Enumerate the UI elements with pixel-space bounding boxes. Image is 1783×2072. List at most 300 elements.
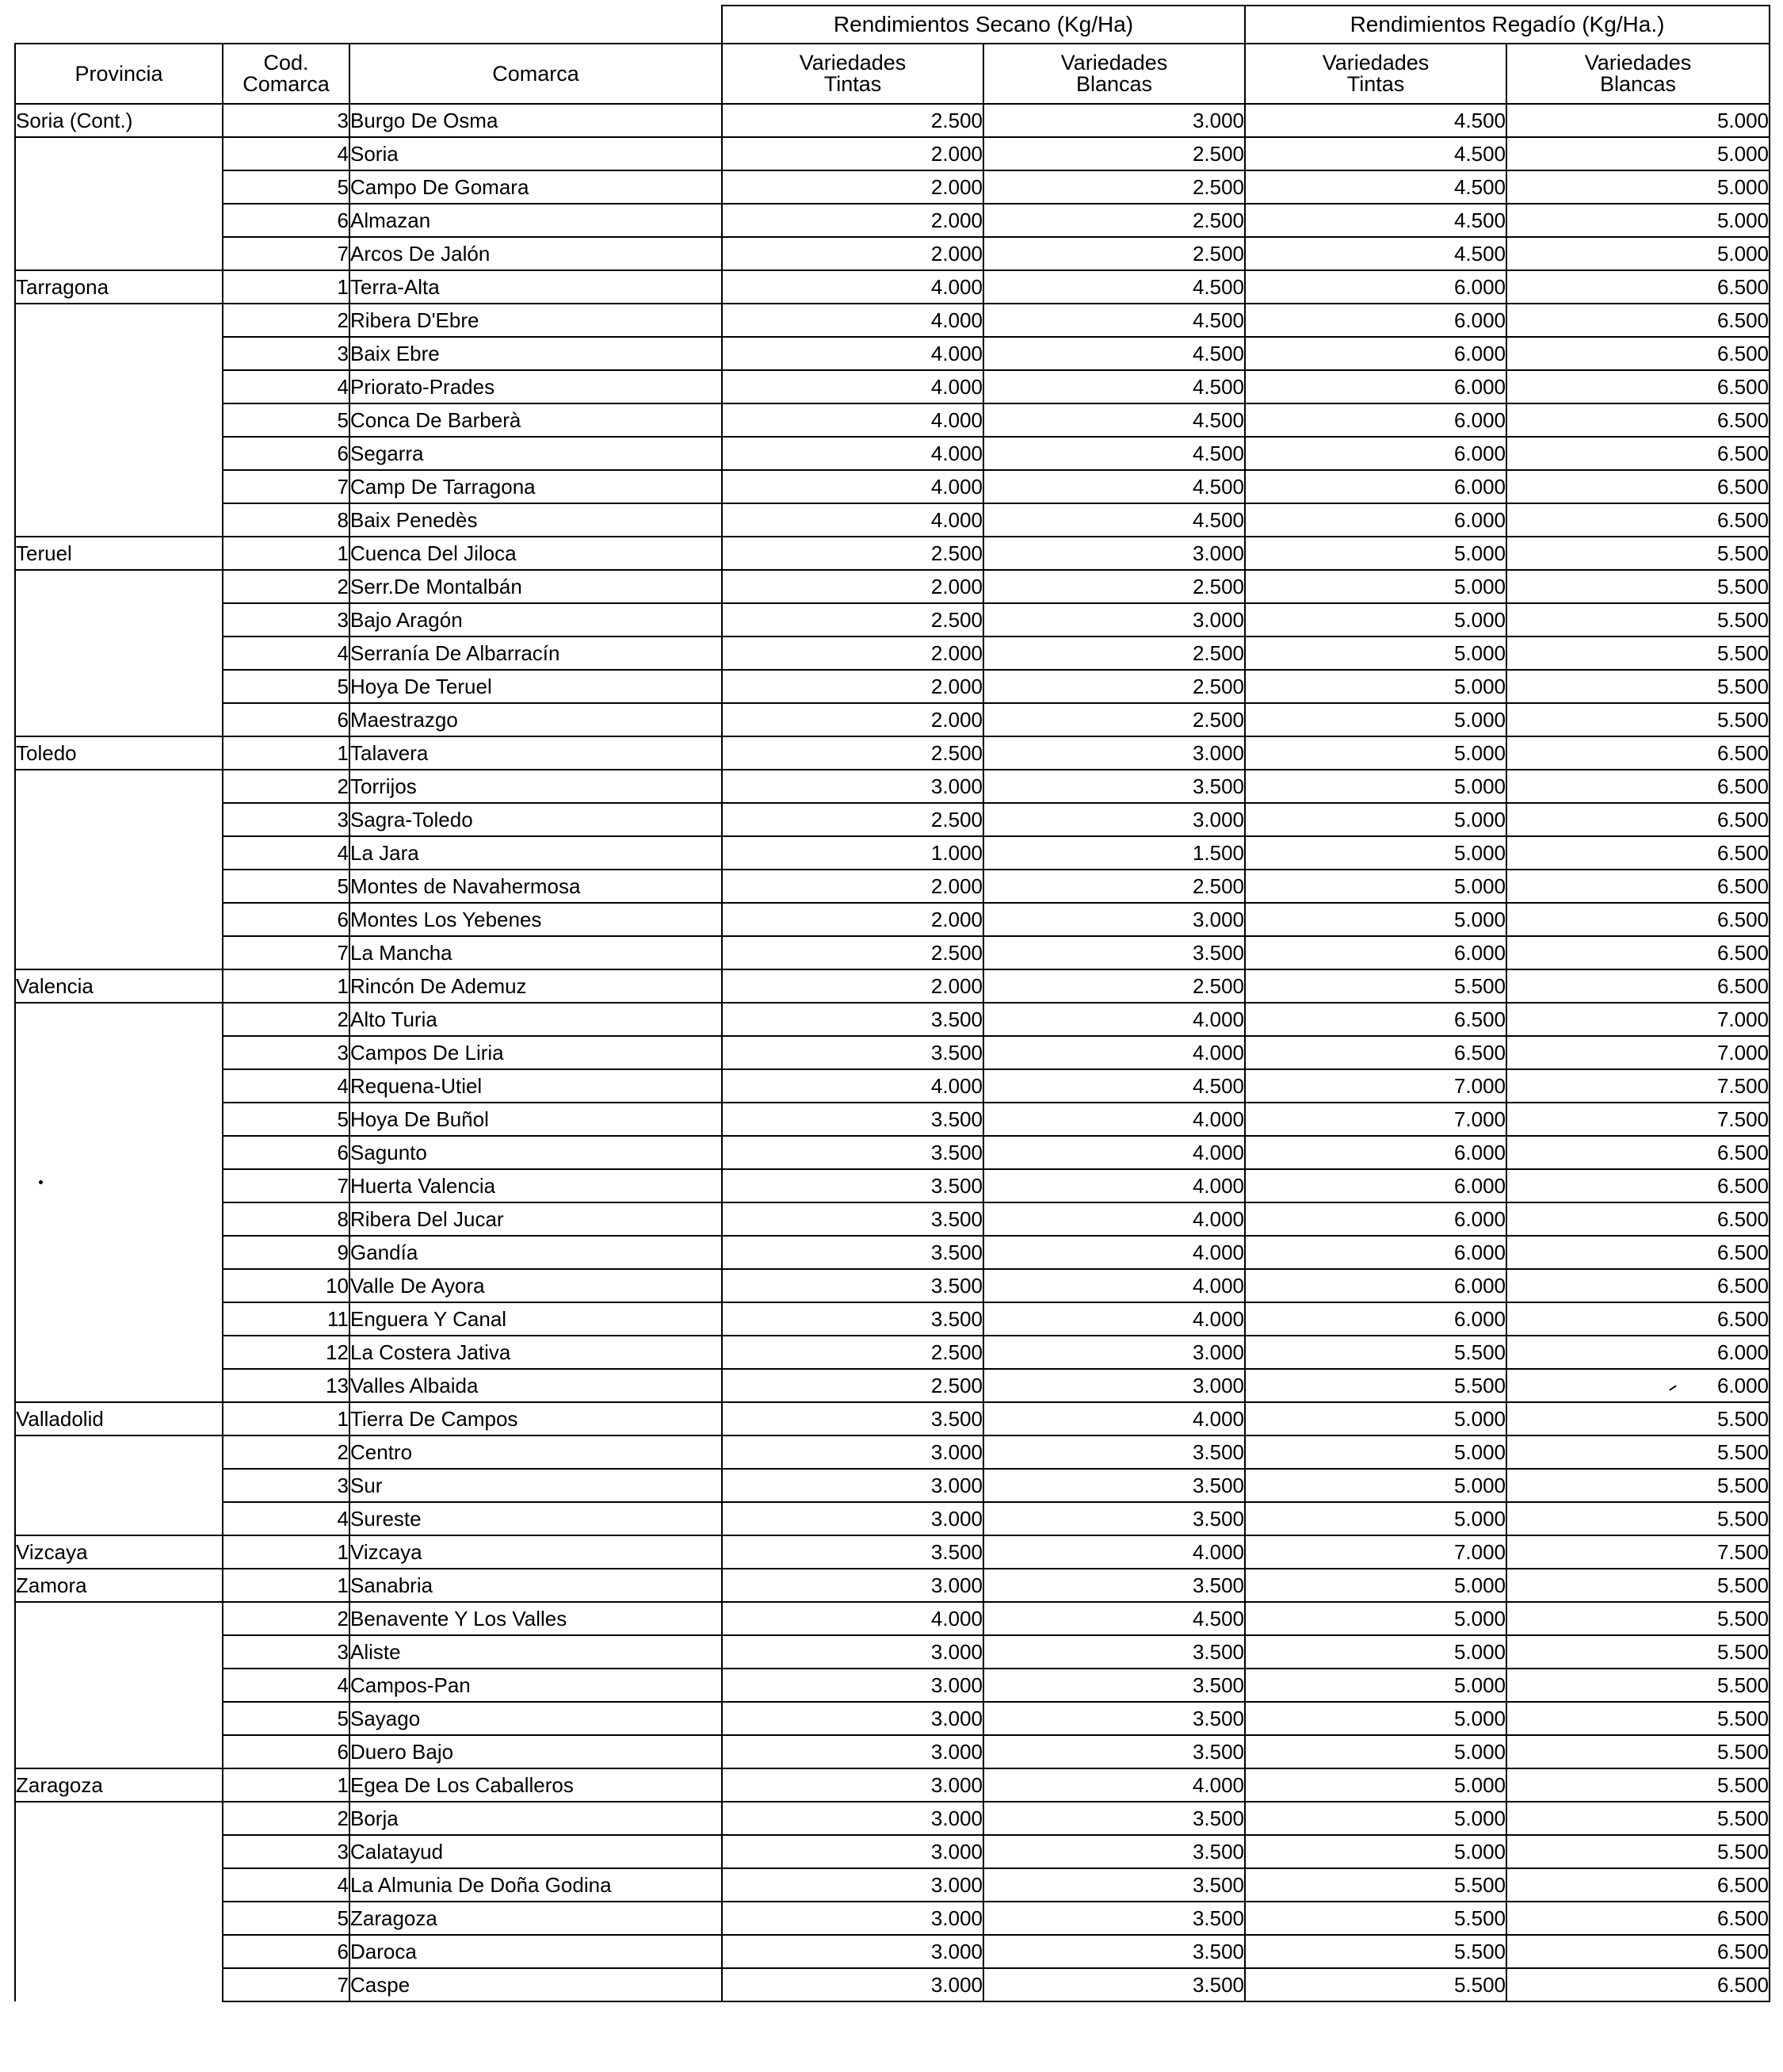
cell-regadio-blancas: 6.500 (1506, 1236, 1770, 1269)
cell-secano-blancas: 3.500 (983, 936, 1245, 969)
table-row (15, 1669, 1770, 1702)
cell-secano-blancas: 4.500 (983, 470, 1245, 503)
table-body (15, 104, 1770, 2001)
cell-comarca: Hoya De Buñol (349, 1103, 722, 1136)
cell-cod-comarca: 4 (223, 1502, 349, 1535)
cell-provincia (15, 204, 223, 237)
cell-secano-tintas: 2.000 (722, 969, 983, 1003)
cell-secano-blancas: 4.500 (983, 370, 1245, 403)
cell-cod-comarca: 6 (223, 204, 349, 237)
cell-regadio-tintas: 5.000 (1245, 1402, 1506, 1435)
stray-ink-dot (39, 1180, 43, 1184)
cell-regadio-blancas: 6.500 (1506, 770, 1770, 803)
cell-regadio-tintas: 5.000 (1245, 770, 1506, 803)
cell-provincia (15, 1735, 223, 1768)
table-row (15, 437, 1770, 470)
cell-regadio-blancas: 6.500 (1506, 403, 1770, 437)
cell-comarca: Camp De Tarragona (349, 470, 722, 503)
table-row (15, 1902, 1770, 1935)
cell-secano-tintas: 3.500 (722, 1169, 983, 1202)
cell-cod-comarca: 5 (223, 403, 349, 437)
cell-secano-blancas: 3.000 (983, 537, 1245, 570)
table-row (15, 1469, 1770, 1502)
cell-provincia (15, 503, 223, 537)
cell-comarca: La Jara (349, 836, 722, 870)
cell-comarca: Segarra (349, 437, 722, 470)
blank-corner-provincia (15, 6, 223, 44)
cell-regadio-tintas: 6.000 (1245, 1202, 1506, 1236)
cell-cod-comarca: 2 (223, 770, 349, 803)
cell-regadio-blancas: 6.500 (1506, 936, 1770, 969)
cell-secano-tintas: 3.500 (722, 1236, 983, 1269)
table-row (15, 1169, 1770, 1202)
header-secano-blancas-line2: Blancas (1075, 72, 1153, 96)
cell-regadio-blancas: 6.500 (1506, 969, 1770, 1003)
cell-regadio-tintas: 5.000 (1245, 1768, 1506, 1802)
cell-regadio-blancas: 5.500 (1506, 1768, 1770, 1802)
cell-secano-tintas: 3.000 (722, 1868, 983, 1902)
cell-provincia (15, 903, 223, 936)
cell-cod-comarca: 2 (223, 304, 349, 337)
cell-regadio-tintas: 5.000 (1245, 703, 1506, 736)
blank-corner-comarca (349, 6, 722, 44)
cell-regadio-blancas: 5.500 (1506, 1435, 1770, 1469)
table-row (15, 204, 1770, 237)
cell-provincia (15, 437, 223, 470)
cell-provincia (15, 1935, 223, 1968)
table-row (15, 770, 1770, 803)
cell-regadio-blancas: 5.500 (1506, 1502, 1770, 1535)
cell-regadio-blancas: 6.500 (1506, 736, 1770, 770)
cell-regadio-blancas: 5.500 (1506, 703, 1770, 736)
cell-comarca: Baix Ebre (349, 337, 722, 370)
cell-secano-blancas: 2.500 (983, 670, 1245, 703)
cell-cod-comarca: 7 (223, 470, 349, 503)
table-row (15, 1069, 1770, 1103)
cell-secano-tintas: 2.500 (722, 603, 983, 637)
cell-secano-tintas: 3.500 (722, 1302, 983, 1336)
header-secano-tintas-line1: Variedades (799, 51, 907, 75)
cell-secano-tintas: 3.000 (722, 1968, 983, 2001)
cell-secano-tintas: 2.000 (722, 870, 983, 903)
cell-regadio-tintas: 5.000 (1245, 670, 1506, 703)
table-row (15, 104, 1770, 137)
cell-provincia (15, 803, 223, 836)
cell-secano-tintas: 4.000 (722, 470, 983, 503)
cell-regadio-tintas: 5.000 (1245, 1602, 1506, 1635)
cell-cod-comarca: 4 (223, 1069, 349, 1103)
cell-comarca: La Almunia De Doña Godina (349, 1868, 722, 1902)
table-row (15, 1702, 1770, 1735)
cell-regadio-tintas: 5.000 (1245, 570, 1506, 603)
cell-comarca: Zaragoza (349, 1902, 722, 1935)
cell-provincia (15, 770, 223, 803)
cell-regadio-tintas: 6.000 (1245, 270, 1506, 304)
cell-regadio-blancas: 5.500 (1506, 1702, 1770, 1735)
cell-cod-comarca: 7 (223, 237, 349, 270)
cell-regadio-tintas: 5.000 (1245, 537, 1506, 570)
cell-secano-tintas: 4.000 (722, 337, 983, 370)
cell-secano-blancas: 2.500 (983, 703, 1245, 736)
cell-secano-blancas: 2.500 (983, 969, 1245, 1003)
cell-secano-blancas: 3.000 (983, 803, 1245, 836)
cell-provincia (15, 936, 223, 969)
cell-secano-blancas: 4.500 (983, 270, 1245, 304)
cell-regadio-blancas: 5.500 (1506, 1402, 1770, 1435)
table-header (15, 6, 1770, 104)
table-row (15, 370, 1770, 403)
cell-secano-tintas: 2.500 (722, 803, 983, 836)
cell-comarca: Hoya De Teruel (349, 670, 722, 703)
cell-secano-tintas: 2.500 (722, 537, 983, 570)
cell-comarca: Valles Albaida (349, 1369, 722, 1402)
cell-cod-comarca: 6 (223, 1136, 349, 1169)
cell-provincia (15, 570, 223, 603)
cell-regadio-tintas: 5.000 (1245, 903, 1506, 936)
cell-cod-comarca: 6 (223, 1935, 349, 1968)
cell-regadio-blancas: 6.500 (1506, 1136, 1770, 1169)
cell-provincia (15, 1602, 223, 1635)
cell-regadio-tintas: 5.000 (1245, 637, 1506, 670)
cell-regadio-blancas: 6.000 (1506, 1336, 1770, 1369)
cell-regadio-tintas: 5.500 (1245, 1935, 1506, 1968)
cell-provincia (15, 703, 223, 736)
cell-regadio-blancas: 5.500 (1506, 1735, 1770, 1768)
cell-cod-comarca: 3 (223, 803, 349, 836)
cell-secano-tintas: 4.000 (722, 270, 983, 304)
cell-regadio-blancas: 6.500 (1506, 1302, 1770, 1336)
cell-secano-tintas: 2.000 (722, 237, 983, 270)
cell-cod-comarca: 1 (223, 270, 349, 304)
cell-comarca: Requena-Utiel (349, 1069, 722, 1103)
cell-secano-blancas: 1.500 (983, 836, 1245, 870)
cell-secano-blancas: 3.000 (983, 1369, 1245, 1402)
cell-comarca: Huerta Valencia (349, 1169, 722, 1202)
cell-comarca: Alto Turia (349, 1003, 722, 1036)
cell-secano-tintas: 3.500 (722, 1103, 983, 1136)
cell-regadio-blancas: 5.500 (1506, 570, 1770, 603)
cell-comarca: Gandía (349, 1236, 722, 1269)
cell-secano-tintas: 2.000 (722, 903, 983, 936)
cell-secano-tintas: 4.000 (722, 1069, 983, 1103)
cell-provincia (15, 1868, 223, 1902)
cell-cod-comarca: 5 (223, 170, 349, 204)
cell-comarca: Tierra De Campos (349, 1402, 722, 1435)
cell-regadio-tintas: 6.000 (1245, 304, 1506, 337)
cell-cod-comarca: 1 (223, 969, 349, 1003)
cell-cod-comarca: 5 (223, 670, 349, 703)
cell-comarca: Soria (349, 137, 722, 170)
table-row (15, 1136, 1770, 1169)
cell-provincia (15, 1003, 223, 1036)
cell-comarca: La Costera Jativa (349, 1336, 722, 1369)
table-row (15, 137, 1770, 170)
cell-comarca: Bajo Aragón (349, 603, 722, 637)
cell-regadio-blancas: 6.500 (1506, 437, 1770, 470)
cell-secano-tintas: 3.000 (722, 1669, 983, 1702)
cell-provincia (15, 1036, 223, 1069)
cell-regadio-blancas: 5.000 (1506, 237, 1770, 270)
cell-regadio-blancas: 5.000 (1506, 170, 1770, 204)
cell-provincia (15, 1902, 223, 1935)
table-row (15, 1003, 1770, 1036)
cell-regadio-blancas: 6.500 (1506, 1968, 1770, 2001)
cell-secano-blancas: 3.500 (983, 1702, 1245, 1735)
cell-provincia: Valencia (15, 969, 223, 1003)
table-row (15, 304, 1770, 337)
cell-secano-blancas: 3.000 (983, 1336, 1245, 1369)
cell-secano-blancas: 4.500 (983, 503, 1245, 537)
cell-regadio-blancas: 5.000 (1506, 137, 1770, 170)
cell-regadio-blancas: 6.500 (1506, 903, 1770, 936)
cell-cod-comarca: 2 (223, 1003, 349, 1036)
cell-comarca: Daroca (349, 1935, 722, 1968)
cell-comarca: Vizcaya (349, 1535, 722, 1569)
table-row (15, 1735, 1770, 1768)
cell-secano-blancas: 4.000 (983, 1768, 1245, 1802)
cell-regadio-blancas: 5.500 (1506, 1802, 1770, 1835)
cell-cod-comarca: 3 (223, 603, 349, 637)
cell-secano-tintas: 2.500 (722, 1369, 983, 1402)
cell-regadio-blancas: 5.000 (1506, 204, 1770, 237)
cell-secano-blancas: 4.500 (983, 403, 1245, 437)
header-secano-tintas (722, 44, 983, 104)
cell-cod-comarca: 4 (223, 1868, 349, 1902)
cell-secano-tintas: 3.000 (722, 1902, 983, 1935)
cell-regadio-tintas: 5.500 (1245, 1336, 1506, 1369)
cell-secano-tintas: 4.000 (722, 437, 983, 470)
cell-secano-blancas: 3.000 (983, 104, 1245, 137)
cell-secano-tintas: 3.000 (722, 1735, 983, 1768)
cell-cod-comarca: 7 (223, 1968, 349, 2001)
header-secano-tintas-line2: Tintas (823, 72, 882, 96)
cell-secano-blancas: 3.500 (983, 1835, 1245, 1868)
table-row (15, 1802, 1770, 1835)
table-row (15, 1269, 1770, 1302)
cell-cod-comarca: 3 (223, 1469, 349, 1502)
header-regadio-tintas-line2: Tintas (1346, 72, 1405, 96)
cell-comarca: Enguera Y Canal (349, 1302, 722, 1336)
cell-secano-tintas: 2.500 (722, 736, 983, 770)
table-row (15, 703, 1770, 736)
cell-secano-tintas: 3.500 (722, 1402, 983, 1435)
table-row (15, 670, 1770, 703)
cell-regadio-blancas: 6.500 (1506, 503, 1770, 537)
cell-cod-comarca: 5 (223, 1103, 349, 1136)
cell-regadio-tintas: 5.500 (1245, 1968, 1506, 2001)
cell-regadio-blancas: 7.500 (1506, 1103, 1770, 1136)
cell-regadio-blancas: 6.500 (1506, 1202, 1770, 1236)
cell-secano-tintas: 3.000 (722, 1702, 983, 1735)
cell-secano-tintas: 3.000 (722, 1569, 983, 1602)
cell-comarca: Cuenca Del Jiloca (349, 537, 722, 570)
cell-provincia (15, 304, 223, 337)
cell-cod-comarca: 3 (223, 104, 349, 137)
cell-secano-blancas: 3.500 (983, 1968, 1245, 2001)
table-row (15, 237, 1770, 270)
cell-regadio-blancas: 5.500 (1506, 537, 1770, 570)
cell-secano-tintas: 3.500 (722, 1269, 983, 1302)
cell-secano-blancas: 3.500 (983, 1635, 1245, 1669)
cell-secano-tintas: 3.500 (722, 1535, 983, 1569)
cell-comarca: Serranía De Albarracín (349, 637, 722, 670)
cell-provincia: Toledo (15, 736, 223, 770)
cell-provincia (15, 1236, 223, 1269)
cell-comarca: Centro (349, 1435, 722, 1469)
cell-regadio-tintas: 5.000 (1245, 1735, 1506, 1768)
cell-regadio-blancas: 7.500 (1506, 1069, 1770, 1103)
cell-regadio-tintas: 5.000 (1245, 1669, 1506, 1702)
table-row (15, 1036, 1770, 1069)
yields-table (14, 5, 1770, 2002)
cell-cod-comarca: 1 (223, 537, 349, 570)
table-row (15, 1402, 1770, 1435)
cell-secano-blancas: 3.500 (983, 1902, 1245, 1935)
cell-comarca: Burgo De Osma (349, 104, 722, 137)
cell-provincia: Teruel (15, 537, 223, 570)
cell-cod-comarca: 3 (223, 1036, 349, 1069)
cell-secano-blancas: 3.500 (983, 1802, 1245, 1835)
group-header-regadio: Rendimientos Regadío (Kg/Ha.) (1245, 6, 1770, 44)
cell-cod-comarca: 1 (223, 1569, 349, 1602)
cell-comarca: Montes de Navahermosa (349, 870, 722, 903)
header-regadio-blancas (1506, 44, 1770, 104)
cell-secano-tintas: 2.500 (722, 1336, 983, 1369)
cell-cod-comarca: 4 (223, 637, 349, 670)
header-cod-line2: Comarca (242, 72, 330, 96)
cell-regadio-blancas: 6.500 (1506, 270, 1770, 304)
table-row (15, 736, 1770, 770)
cell-secano-tintas: 4.000 (722, 503, 983, 537)
cell-comarca: Sagra-Toledo (349, 803, 722, 836)
cell-regadio-blancas: 6.500 (1506, 1935, 1770, 1968)
cell-secano-blancas: 4.000 (983, 1202, 1245, 1236)
cell-regadio-blancas: 5.500 (1506, 1635, 1770, 1669)
cell-provincia (15, 370, 223, 403)
cell-cod-comarca: 13 (223, 1369, 349, 1402)
cell-regadio-blancas: 5.500 (1506, 1602, 1770, 1635)
cell-regadio-blancas: 6.500 (1506, 304, 1770, 337)
cell-regadio-tintas: 6.000 (1245, 1169, 1506, 1202)
cell-provincia: Zaragoza (15, 1768, 223, 1802)
table-row (15, 570, 1770, 603)
table-row (15, 537, 1770, 570)
cell-provincia (15, 1202, 223, 1236)
table-row (15, 1336, 1770, 1369)
cell-regadio-tintas: 5.000 (1245, 870, 1506, 903)
cell-regadio-blancas: 6.500 (1506, 803, 1770, 836)
table-row (15, 1935, 1770, 1968)
column-header-row (15, 44, 1770, 104)
cell-regadio-tintas: 5.000 (1245, 1635, 1506, 1669)
cell-regadio-tintas: 5.000 (1245, 1802, 1506, 1835)
cell-secano-blancas: 3.500 (983, 770, 1245, 803)
cell-secano-tintas: 2.000 (722, 137, 983, 170)
cell-provincia (15, 836, 223, 870)
cell-comarca: Talavera (349, 736, 722, 770)
cell-regadio-blancas: 6.500 (1506, 1169, 1770, 1202)
cell-regadio-blancas: 5.500 (1506, 670, 1770, 703)
cell-cod-comarca: 2 (223, 1802, 349, 1835)
cell-secano-tintas: 3.000 (722, 1768, 983, 1802)
cell-secano-blancas: 4.500 (983, 337, 1245, 370)
header-cod-line1: Cod. (263, 51, 309, 75)
cell-cod-comarca: 8 (223, 1202, 349, 1236)
cell-provincia (15, 1968, 223, 2001)
cell-comarca: Aliste (349, 1635, 722, 1669)
cell-secano-blancas: 4.000 (983, 1003, 1245, 1036)
cell-provincia (15, 403, 223, 437)
header-secano-blancas-line1: Variedades (1060, 51, 1168, 75)
cell-comarca: Sagunto (349, 1136, 722, 1169)
cell-regadio-tintas: 6.500 (1245, 1036, 1506, 1069)
table-row (15, 470, 1770, 503)
cell-provincia: Soria (Cont.) (15, 104, 223, 137)
cell-cod-comarca: 5 (223, 1902, 349, 1935)
cell-secano-tintas: 3.000 (722, 1635, 983, 1669)
cell-regadio-tintas: 7.000 (1245, 1535, 1506, 1569)
cell-regadio-blancas: 5.500 (1506, 1569, 1770, 1602)
cell-cod-comarca: 4 (223, 137, 349, 170)
table-row (15, 503, 1770, 537)
header-comarca: Comarca (349, 44, 722, 104)
cell-cod-comarca: 3 (223, 1835, 349, 1868)
cell-secano-blancas: 4.000 (983, 1136, 1245, 1169)
cell-secano-tintas: 2.500 (722, 104, 983, 137)
cell-secano-tintas: 3.000 (722, 1502, 983, 1535)
cell-comarca: Sayago (349, 1702, 722, 1735)
cell-comarca: Montes Los Yebenes (349, 903, 722, 936)
group-header-row (15, 6, 1770, 44)
cell-regadio-blancas: 7.000 (1506, 1003, 1770, 1036)
cell-regadio-tintas: 5.500 (1245, 1902, 1506, 1935)
cell-cod-comarca: 1 (223, 1535, 349, 1569)
cell-provincia (15, 1169, 223, 1202)
cell-regadio-tintas: 5.000 (1245, 1502, 1506, 1535)
cell-comarca: Benavente Y Los Valles (349, 1602, 722, 1635)
table-row (15, 903, 1770, 936)
cell-regadio-blancas: 7.000 (1506, 1036, 1770, 1069)
cell-provincia (15, 137, 223, 170)
cell-comarca: Maestrazgo (349, 703, 722, 736)
cell-cod-comarca: 6 (223, 1735, 349, 1768)
group-header-secano: Rendimientos Secano (Kg/Ha) (722, 6, 1245, 44)
table-row (15, 403, 1770, 437)
cell-secano-tintas: 3.500 (722, 1036, 983, 1069)
cell-secano-blancas: 4.000 (983, 1236, 1245, 1269)
cell-regadio-blancas: 7.500 (1506, 1535, 1770, 1569)
cell-regadio-blancas: 6.500 (1506, 836, 1770, 870)
cell-secano-tintas: 2.000 (722, 570, 983, 603)
table-row (15, 803, 1770, 836)
cell-secano-blancas: 4.000 (983, 1269, 1245, 1302)
cell-secano-blancas: 2.500 (983, 204, 1245, 237)
table-row (15, 1202, 1770, 1236)
cell-secano-tintas: 4.000 (722, 370, 983, 403)
cell-secano-blancas: 3.000 (983, 903, 1245, 936)
cell-comarca: Rincón De Ademuz (349, 969, 722, 1003)
cell-secano-tintas: 3.000 (722, 1835, 983, 1868)
cell-regadio-tintas: 4.500 (1245, 104, 1506, 137)
cell-cod-comarca: 5 (223, 870, 349, 903)
table-row (15, 1635, 1770, 1669)
cell-regadio-tintas: 6.000 (1245, 403, 1506, 437)
cell-secano-tintas: 3.500 (722, 1003, 983, 1036)
cell-comarca: Arcos De Jalón (349, 237, 722, 270)
table-row (15, 1502, 1770, 1535)
cell-secano-blancas: 2.500 (983, 870, 1245, 903)
cell-comarca: Sureste (349, 1502, 722, 1535)
